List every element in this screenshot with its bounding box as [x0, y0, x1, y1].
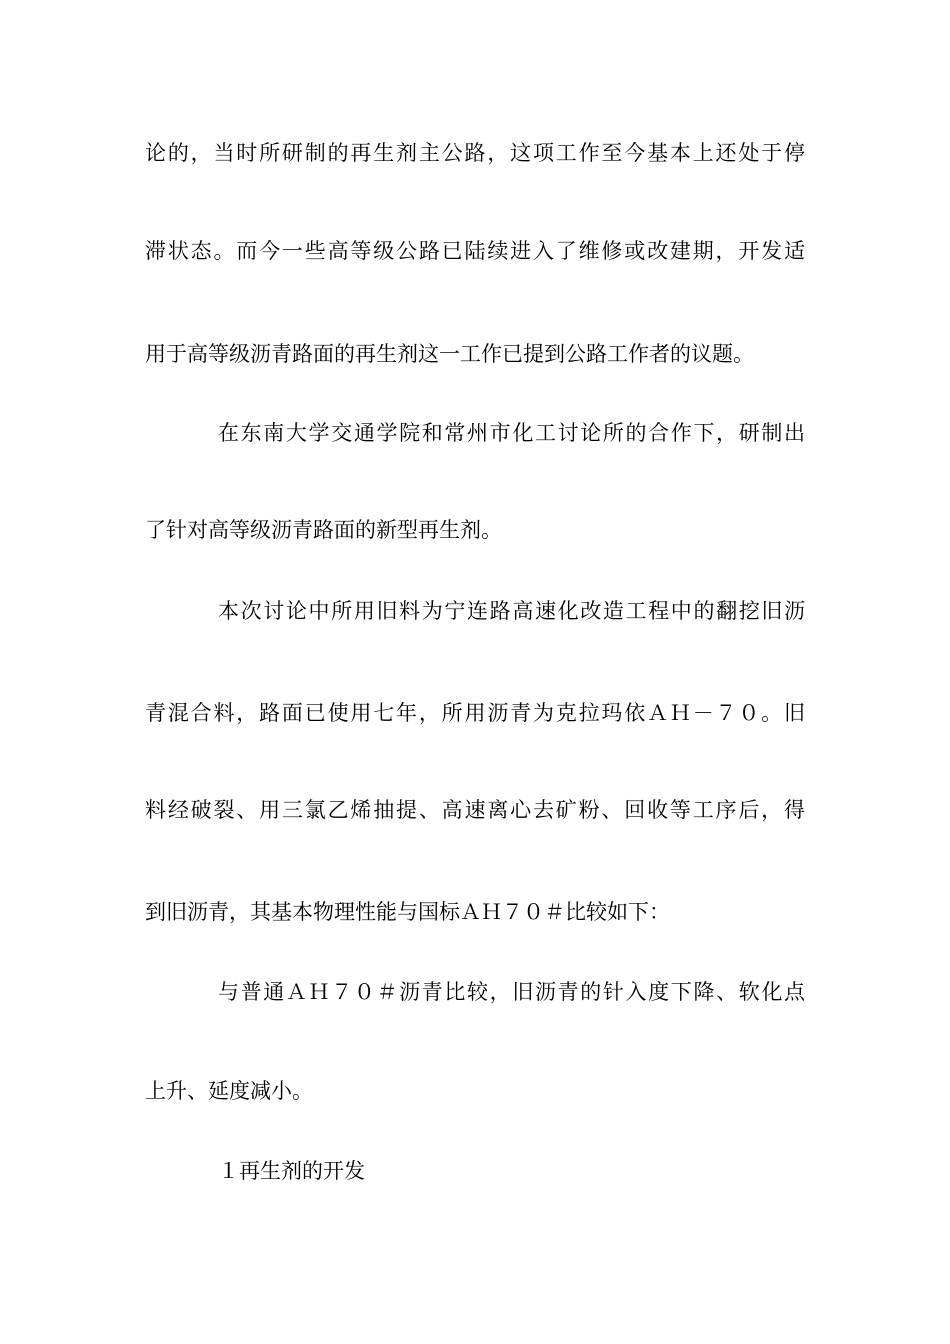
section-heading: １再生剂的开发: [218, 1159, 365, 1183]
paragraph-2-line-2: 了针对高等级沥青路面的新型再生剂。: [145, 518, 502, 542]
paragraph-1-line-2: 滞状态。而今一些高等级公路已陆续进入了维修或改建期，开发适: [145, 239, 805, 263]
paragraph-2-line-1: 在东南大学交通学院和常州市化工讨论所的合作下，研制出: [218, 421, 805, 445]
paragraph-3-line-3: 料经破裂、用三氯乙烯抽提、高速离心去矿粉、回收等工序后，得: [145, 798, 805, 822]
paragraph-3-line-2: 青混合料，路面已使用七年，所用沥青为克拉玛依ＡＨ－７０。旧: [145, 701, 805, 725]
paragraph-1-line-1: 论的，当时所研制的再生剂主公路，这项工作至今基本上还处于停: [145, 141, 805, 165]
paragraph-1-line-3: 用于高等级沥青路面的再生剂这一工作已提到公路工作者的议题。: [145, 342, 754, 366]
paragraph-4-line-1: 与普通ＡＨ７０＃沥青比较，旧沥青的针入度下降、软化点: [218, 980, 805, 1004]
paragraph-3-line-4: 到旧沥青，其基本物理性能与国标ＡＨ７０＃比较如下：: [145, 900, 670, 924]
paragraph-3-line-1: 本次讨论中所用旧料为宁连路高速化改造工程中的翻挖旧沥: [218, 599, 805, 623]
paragraph-4-line-2: 上升、延度减小。: [145, 1079, 313, 1103]
